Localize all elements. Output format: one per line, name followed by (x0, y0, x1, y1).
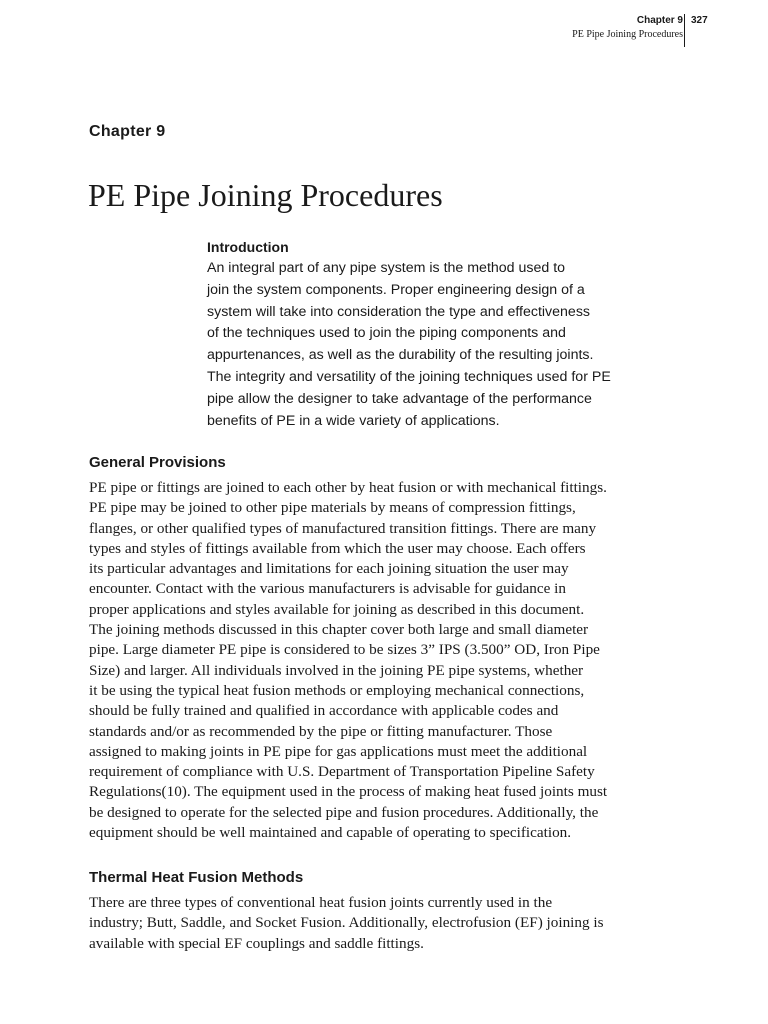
running-head-divider (684, 14, 685, 47)
body-line: should be fully trained and qualified in accordance with applicable codes and (89, 702, 559, 720)
running-head-chapter: Chapter 9 (636, 15, 683, 26)
body-line: flanges, or other qualified types of manufactured transition fittings. There are many (89, 519, 597, 537)
introduction-line: join the system components. Proper engineering design of a (207, 281, 585, 298)
introduction-line: of the techniques used to join the piping components and (207, 325, 566, 342)
introduction-line: appurtenances, as well as the durability of the resulting joints. (207, 347, 594, 364)
introduction-line: An integral part of any pipe system is the method used to (207, 260, 566, 276)
thermal-heat-fusion-heading: Thermal Heat Fusion Methods (89, 869, 304, 886)
body-line: encounter. Contact with the various manufacturers is advisable for guidance in (89, 580, 566, 598)
body-line: industry; Butt, Saddle, and Socket Fusion. Additionally, electrofusion (EF) joining is (89, 914, 604, 932)
introduction-line: benefits of PE in a wide variety of applications. (207, 412, 500, 429)
body-line: standards and/or as recommended by the pipe or fitting manufacturer. Those (89, 722, 553, 740)
body-line: There are three types of conventional heat fusion joints currently used in the (89, 894, 553, 911)
introduction-section (207, 236, 677, 432)
body-line: assigned to making joints in PE pipe for gas applications must meet the additional (89, 742, 588, 760)
body-line: be designed to operate for the selected pipe and fusion procedures. Additionally, the (89, 803, 599, 821)
general-provisions-body (89, 478, 689, 843)
introduction-heading: Introduction (207, 239, 289, 255)
body-line: requirement of compliance with U.S. Department of Transportation Pipeline Safety (89, 763, 595, 781)
body-line: its particular advantages and limitations for each joining situation the user may (89, 560, 569, 578)
thermal-heat-fusion-body (89, 893, 689, 954)
body-line: proper applications and styles available for joining as described in this document. (89, 600, 585, 618)
body-line: The joining methods discussed in this chapter cover both large and small diameter (89, 621, 589, 639)
body-line: pipe. Large diameter PE pipe is considered to be sizes 3” IPS (3.500” OD, Iron Pipe (89, 641, 600, 659)
running-head-title: PE Pipe Joining Procedures (572, 29, 683, 40)
body-line: it be using the typical heat fusion methods or employing mechanical connections, (89, 681, 585, 699)
running-head (572, 14, 683, 41)
chapter-label: Chapter 9 (89, 123, 166, 140)
general-provisions-heading: General Provisions (89, 454, 226, 471)
body-line: PE pipe may be joined to other pipe materials by means of compression fittings, (89, 499, 576, 517)
body-line: available with special EF couplings and saddle fittings. (89, 934, 424, 952)
body-line: equipment should be well maintained and capable of operating to specification. (89, 824, 572, 842)
introduction-line: system will take into consideration the type and effectiveness (207, 303, 591, 320)
body-line: types and styles of fittings available from which the user may choose. Each offers (89, 539, 586, 557)
body-line: Size) and larger. All individuals involved in the joining PE pipe systems, whether (89, 661, 584, 679)
page-number: 327 (691, 15, 708, 26)
chapter-title: PE Pipe Joining Procedures (88, 177, 443, 213)
body-line: Regulations(10). The equipment used in the process of making heat fused joints must (89, 783, 608, 801)
introduction-line: pipe allow the designer to take advantage of the performance (207, 390, 592, 407)
body-line: PE pipe or fittings are joined to each other by heat fusion or with mechanical fittings. (89, 479, 607, 496)
introduction-line: The integrity and versatility of the joining techniques used for PE (207, 368, 611, 385)
